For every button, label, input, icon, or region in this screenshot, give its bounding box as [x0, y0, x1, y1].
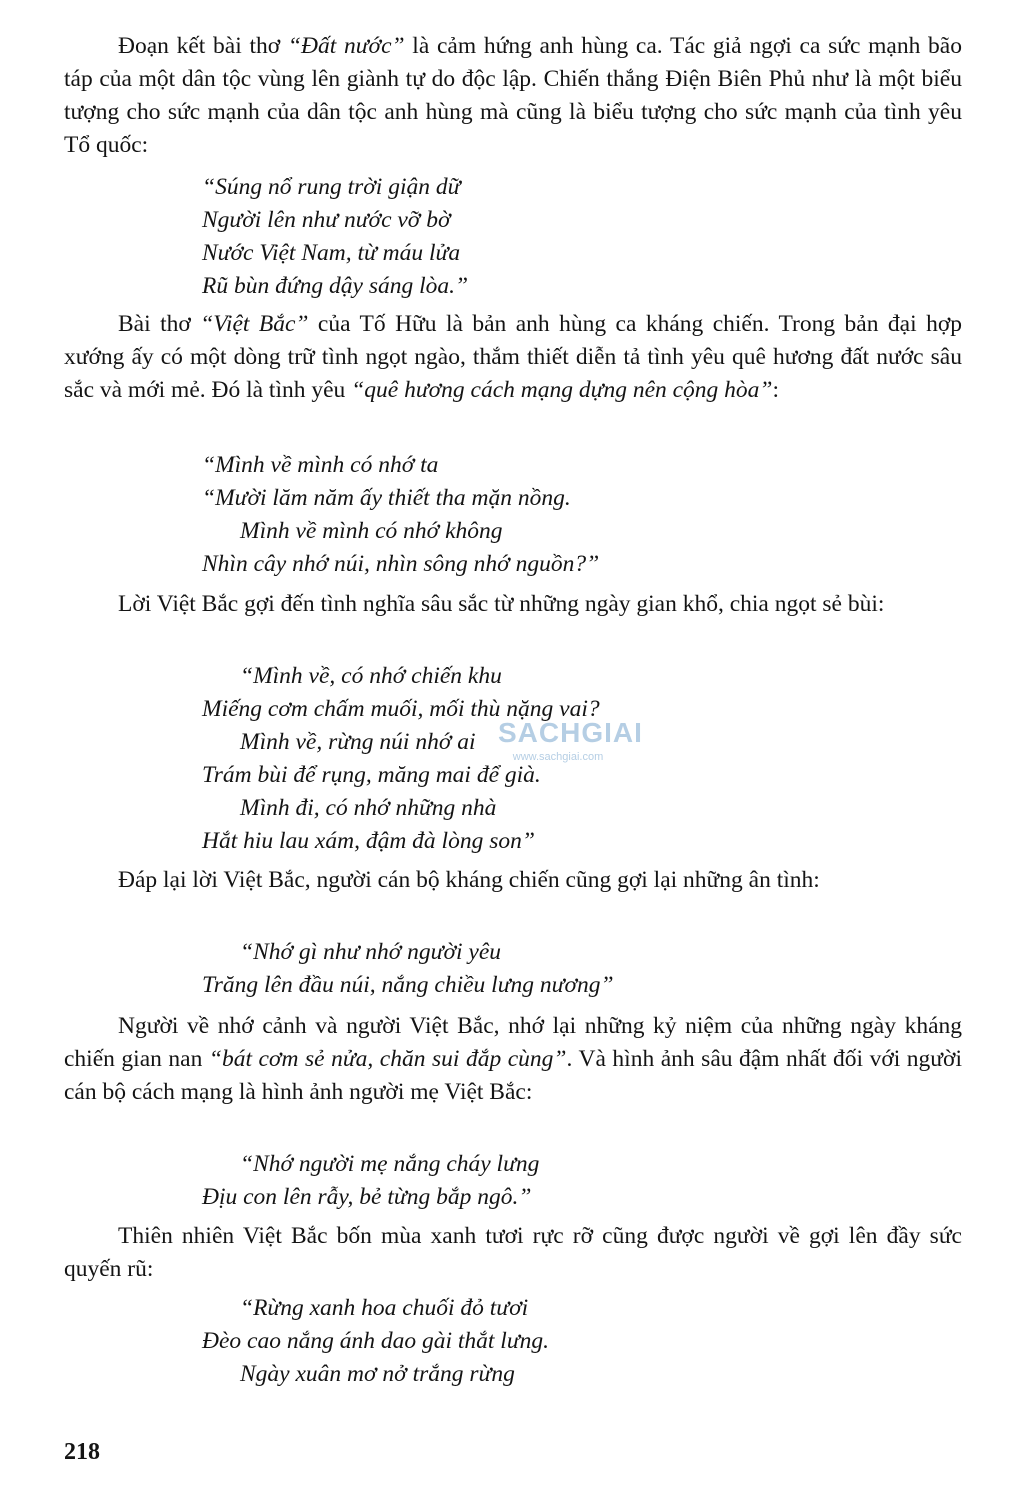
paragraph	[64, 1010, 962, 1109]
poem-line: Nước Việt Nam, từ máu lửa	[202, 240, 461, 266]
poem-line: Trám bùi để rụng, măng mai để già.	[202, 762, 541, 788]
quoted-phrase: “Việt Bắc”	[200, 311, 309, 337]
page-number: 218	[64, 1439, 100, 1465]
poem-excerpt	[202, 449, 599, 581]
watermark-logo	[498, 716, 643, 788]
poem-line: Mình về mình có nhớ không	[240, 518, 503, 544]
text-run: Lời Việt Bắc gợi đến tình nghĩa sâu sắc từ những ngày gian khổ, chia ngọt sẻ bùi:	[118, 591, 885, 617]
paragraph	[64, 1220, 962, 1286]
poem-line: Địu con lên rẫy, bẻ từng bắp ngô.”	[202, 1184, 532, 1210]
text-run: Bài thơ	[118, 311, 201, 337]
poem-line: “Mình về mình có nhớ ta	[202, 452, 439, 478]
text-run: . Và hình ảnh sâu đậm nhất đối với người cán bộ cách mạng là hình ảnh người mẹ Việt Bắc:	[64, 1046, 963, 1105]
paragraph	[64, 864, 962, 897]
watermark-brand: SACHGIAI	[498, 717, 643, 748]
poem-line: “Nhớ gì như nhớ người yêu	[240, 939, 502, 965]
quoted-phrase: “quê hương cách mạng dựng nên cộng hòa”	[351, 377, 773, 403]
poem-line: Mình đi, có nhớ những nhà	[240, 795, 497, 821]
poem-excerpt	[202, 1148, 539, 1214]
poem-line: Rũ bùn đứng dậy sáng lòa.”	[202, 273, 469, 299]
poem-line: “Mình về, có nhớ chiến khu	[240, 663, 502, 689]
watermark-url: www.sachgiai.com	[512, 751, 604, 763]
text-run: là cảm hứng anh hùng ca. Tác giả ngợi ca sức mạnh bão táp của một dân tộc vùng lên giành tự do độc lập. Chiến thắng Điện Biên Phủ như là một biểu tượng cho sức mạnh của dân tộc anh hùng mà cũng là biểu tượng cho sức mạnh của tình yêu Tổ quốc:	[64, 33, 962, 158]
paragraph	[64, 588, 962, 621]
poem-excerpt	[202, 171, 468, 303]
poem-line: “Rừng xanh hoa chuối đỏ tươi	[240, 1295, 529, 1321]
poem-line: “Nhớ người mẹ nắng cháy lưng	[240, 1151, 540, 1177]
text-run: Đoạn kết bài thơ	[118, 33, 288, 59]
poem-line: Người lên như nước vỡ bờ	[202, 207, 451, 233]
poem-line: “Mười lăm năm ấy thiết tha mặn nồng.	[202, 485, 571, 511]
poem-line: Miếng cơm chấm muối, mối thù nặng vai?	[202, 696, 600, 722]
paragraph	[64, 30, 962, 162]
text-run: Thiên nhiên Việt Bắc bốn mùa xanh tươi rực rỡ cũng được người về gợi lên đầy sức quyến rũ:	[64, 1223, 962, 1282]
poem-line: Nhìn cây nhớ núi, nhìn sông nhớ nguồn?”	[202, 551, 600, 577]
text-run: Người về nhớ cảnh và người Việt Bắc, nhớ lại những kỷ niệm của những ngày kháng chiến gian nan	[64, 1013, 962, 1072]
text-run: của Tố Hữu là bản anh hùng ca kháng chiến. Trong bản đại hợp xướng ấy có một dòng trữ tình ngọt ngào, thắm thiết diễn tả tình yêu quê hương đất nước sâu sắc và mới mẻ. Đó là tình yêu	[64, 311, 963, 403]
poem-line: Ngày xuân mơ nở trắng rừng	[240, 1361, 515, 1387]
text-run: Đáp lại lời Việt Bắc, người cán bộ kháng chiến cũng gợi lại những ân tình:	[118, 867, 820, 893]
quoted-phrase: “bát cơm sẻ nửa, chăn sui đắp cùng”	[208, 1046, 567, 1072]
text-run: :	[772, 377, 780, 403]
poem-line: Trăng lên đầu núi, nắng chiều lưng nương”	[202, 972, 614, 998]
poem-line: Mình về, rừng núi nhớ ai	[240, 729, 476, 755]
poem-line: Hắt hiu lau xám, đậm đà lòng son”	[202, 828, 535, 854]
poem-line: “Súng nổ rung trời giận dữ	[202, 174, 461, 200]
poem-line: Đèo cao nắng ánh dao gài thắt lưng.	[202, 1328, 550, 1354]
paragraph	[64, 308, 962, 407]
quoted-phrase: “Đất nước”	[287, 33, 405, 59]
poem-excerpt	[202, 936, 614, 1002]
poem-excerpt	[202, 1292, 549, 1391]
